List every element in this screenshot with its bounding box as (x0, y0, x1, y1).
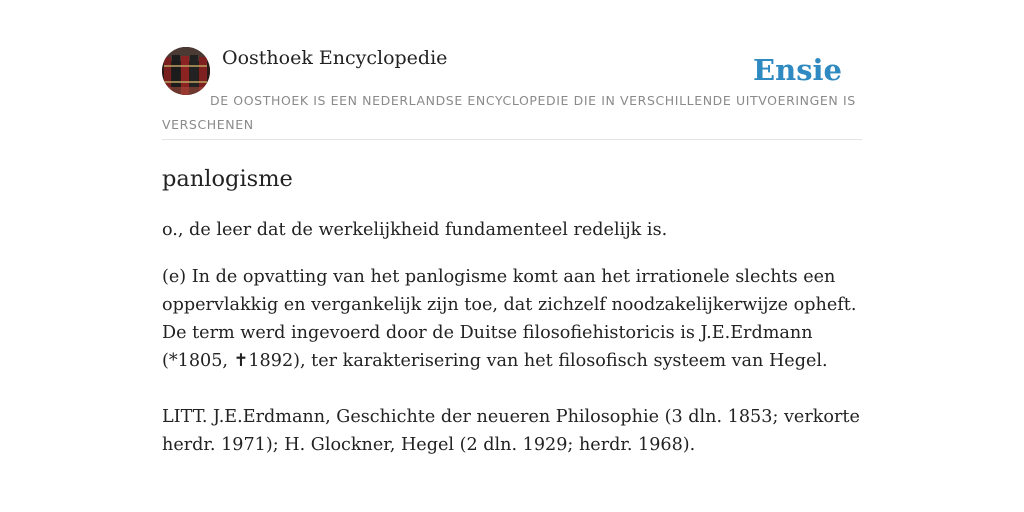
entry-body: (e) In de opvatting van het panlogisme komt aan het irrationele slechts een oppervlakkig en vergankelijk zijn toe, dat zichzelf noodzakelijkerwijze opheft. De term werd ingevoerd door de Duitse filosofiehistoricis is J.E.Erdmann (*1805, ✝1892), ter karakterisering van het filosofisch systeem van Hegel. (162, 267, 857, 371)
books-avatar-icon[interactable] (162, 47, 210, 95)
brand-logo[interactable]: Ensie (753, 53, 842, 87)
site-title[interactable]: Oosthoek Encyclopedie (222, 47, 448, 69)
entry-definition: o., de leer dat de werkelijkheid fundamenteel redelijk is. (162, 220, 668, 240)
header-divider (162, 139, 862, 140)
entry-literature: LITT. J.E.Erdmann, Geschichte der neueren Philosophie (3 dln. 1853; verkorte herdr. 1971); H. Glockner, Hegel (2 dln. 1929; herdr. 1968). (162, 407, 860, 455)
entry-title: panlogisme (162, 166, 293, 192)
site-tagline: DE OOSTHOEK IS EEN NEDERLANDSE ENCYCLOPEDIE DIE IN VERSCHILLENDE UITVOERINGEN IS VERSCHENEN (162, 93, 856, 132)
